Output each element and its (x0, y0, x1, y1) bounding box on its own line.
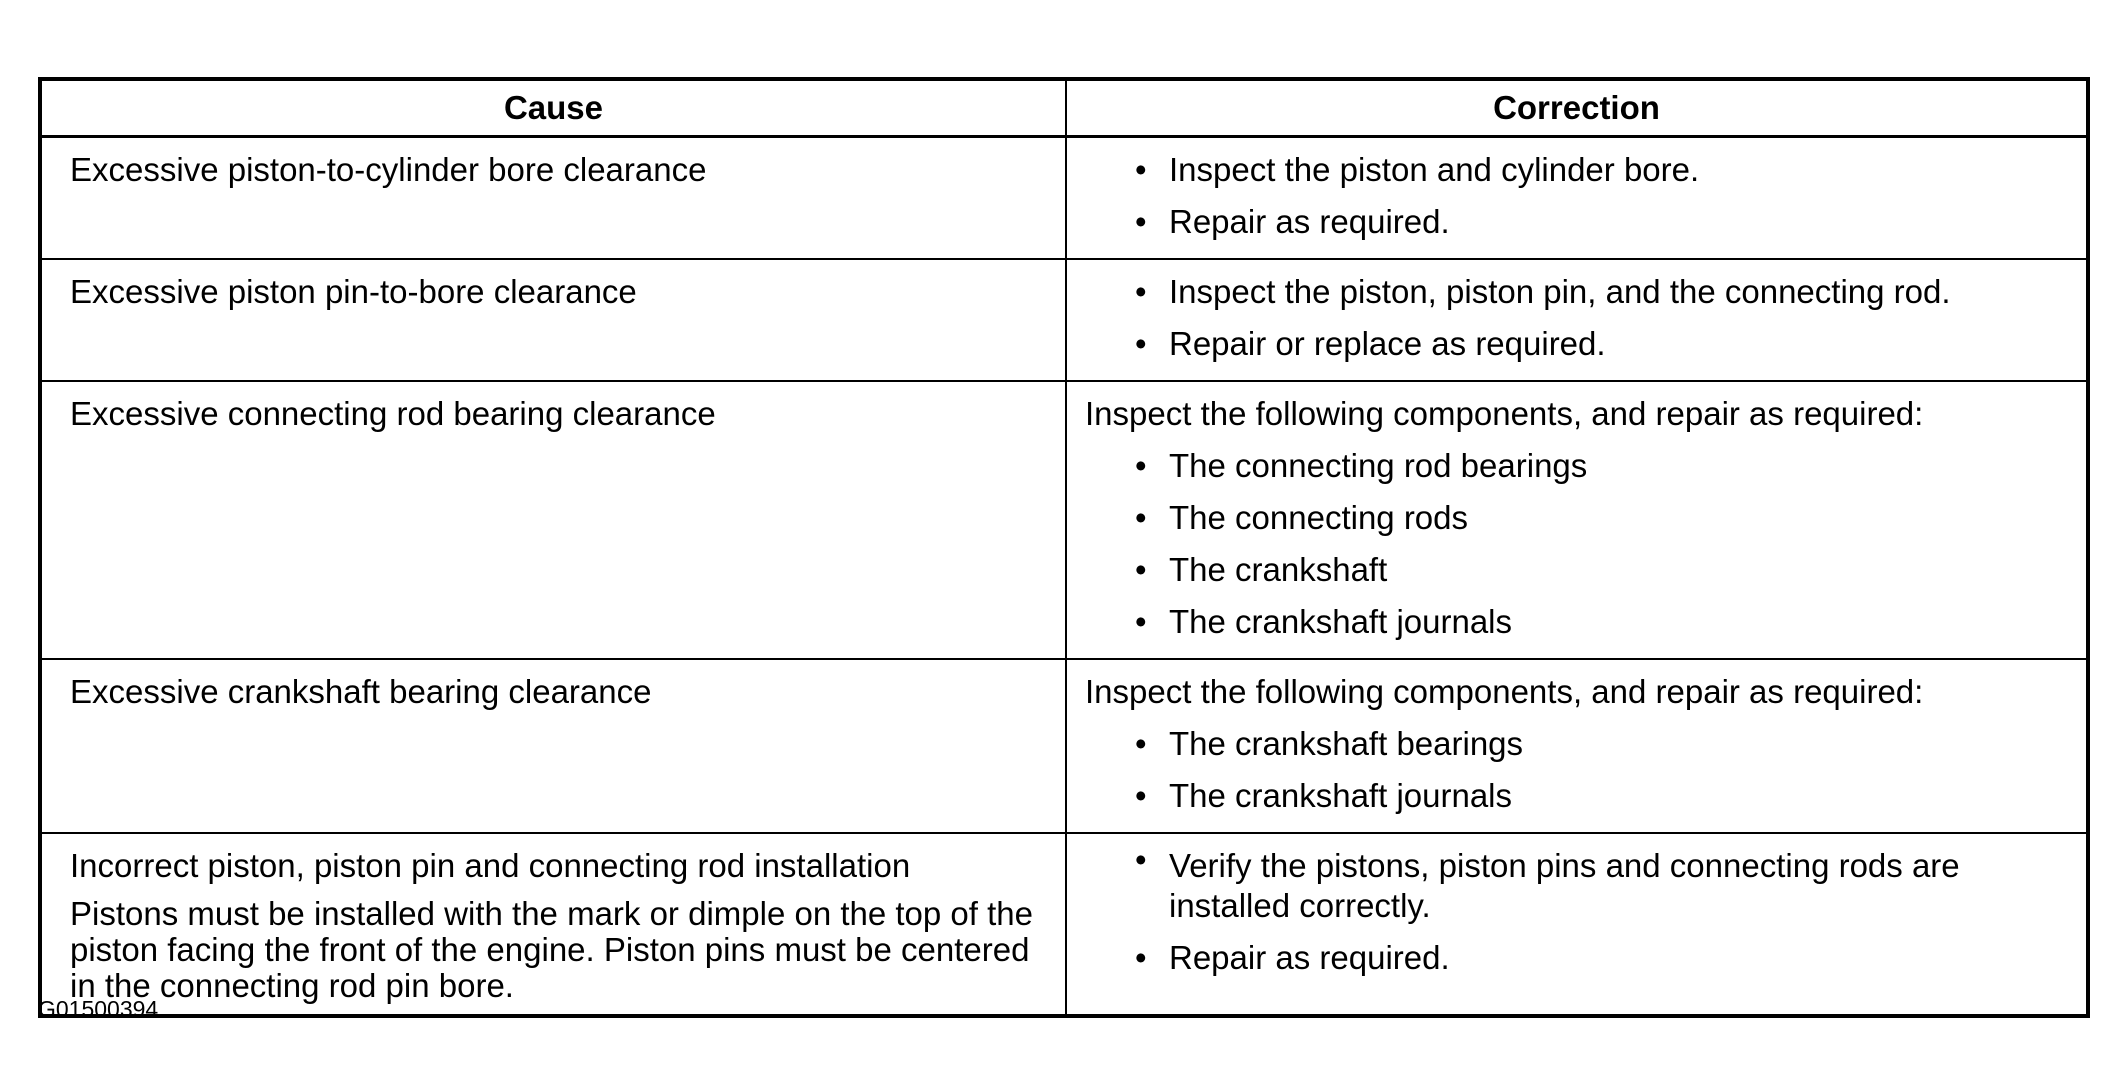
correction-cell (1066, 259, 2088, 381)
correction-list (1085, 266, 2064, 370)
list-item-text: Verify the pistons, piston pins and connecting rods are installed correctly. (1169, 847, 1960, 924)
list-item (1135, 544, 2064, 596)
bullet-icon: • (1135, 777, 1147, 814)
bullet-icon: • (1135, 447, 1147, 484)
correction-intro: Inspect the following components, and repair as required: (1085, 395, 1924, 432)
list-item-text: The crankshaft (1169, 551, 1388, 588)
list-item (1135, 266, 2064, 318)
correction-cell (1066, 381, 2088, 659)
bullet-icon: • (1135, 551, 1147, 588)
correction-intro: Inspect the following components, and repair as required: (1085, 673, 1924, 710)
list-item-text: The connecting rods (1169, 499, 1469, 536)
cause-text: Excessive piston-to-cylinder bore clearance (70, 151, 707, 188)
cause-cell (40, 833, 1066, 1016)
list-item (1135, 492, 2064, 544)
correction-list (1085, 144, 2064, 248)
list-item-text: Repair as required. (1169, 939, 1450, 976)
bullet-icon: • (1135, 939, 1147, 976)
table-row (40, 833, 2088, 1016)
header-correction: Correction (1066, 79, 2088, 137)
bullet-icon: • (1135, 603, 1147, 640)
correction-list (1085, 840, 2064, 984)
bullet-icon: • (1135, 151, 1147, 188)
list-item-text: The connecting rod bearings (1169, 447, 1588, 484)
bullet-icon: • (1135, 203, 1147, 240)
bullet-icon: • (1135, 325, 1147, 362)
cause-cell (40, 259, 1066, 381)
list-item (1135, 770, 2064, 822)
bullet-icon: • (1135, 499, 1147, 536)
list-item-text: Repair as required. (1169, 203, 1450, 240)
list-item-text: The crankshaft journals (1169, 777, 1513, 814)
cause-note: Pistons must be installed with the mark or dimple on the top of the piston facing the front of the engine. Piston pins must be centered in the connecting rod pin bore. (70, 895, 1033, 1004)
list-item-text: Inspect the piston and cylinder bore. (1169, 151, 1700, 188)
diagnosis-table (38, 77, 2090, 1018)
cause-text: Excessive connecting rod bearing clearance (70, 395, 716, 432)
table-header-row (40, 79, 2088, 137)
list-item (1135, 318, 2064, 370)
list-item (1135, 932, 2064, 984)
correction-cell (1066, 833, 2088, 1016)
bullet-icon: • (1135, 725, 1147, 762)
list-item (1135, 196, 2064, 248)
list-item-text: The crankshaft journals (1169, 603, 1513, 640)
list-item (1135, 144, 2064, 196)
cause-text: Excessive crankshaft bearing clearance (70, 673, 652, 710)
cause-text: Excessive piston pin-to-bore clearance (70, 273, 637, 310)
correction-cell (1066, 137, 2088, 260)
cause-text: Incorrect piston, piston pin and connecting rod installation (70, 847, 911, 884)
header-cause: Cause (40, 79, 1066, 137)
list-item (1135, 840, 2064, 932)
table-row (40, 259, 2088, 381)
correction-list (1085, 718, 2064, 822)
list-item-text: The crankshaft bearings (1169, 725, 1524, 762)
correction-list (1085, 440, 2064, 648)
bullet-icon: • (1135, 273, 1147, 310)
bullet-icon: • (1135, 841, 1147, 878)
list-item-text: Inspect the piston, piston pin, and the connecting rod. (1169, 273, 1951, 310)
figure-id: G01500394 (38, 996, 159, 1022)
table-row (40, 659, 2088, 833)
list-item (1135, 596, 2064, 648)
list-item (1135, 440, 2064, 492)
table-row (40, 137, 2088, 260)
correction-cell (1066, 659, 2088, 833)
cause-cell (40, 659, 1066, 833)
list-item (1135, 718, 2064, 770)
cause-cell (40, 381, 1066, 659)
cause-cell (40, 137, 1066, 260)
table-row (40, 381, 2088, 659)
list-item-text: Repair or replace as required. (1169, 325, 1606, 362)
